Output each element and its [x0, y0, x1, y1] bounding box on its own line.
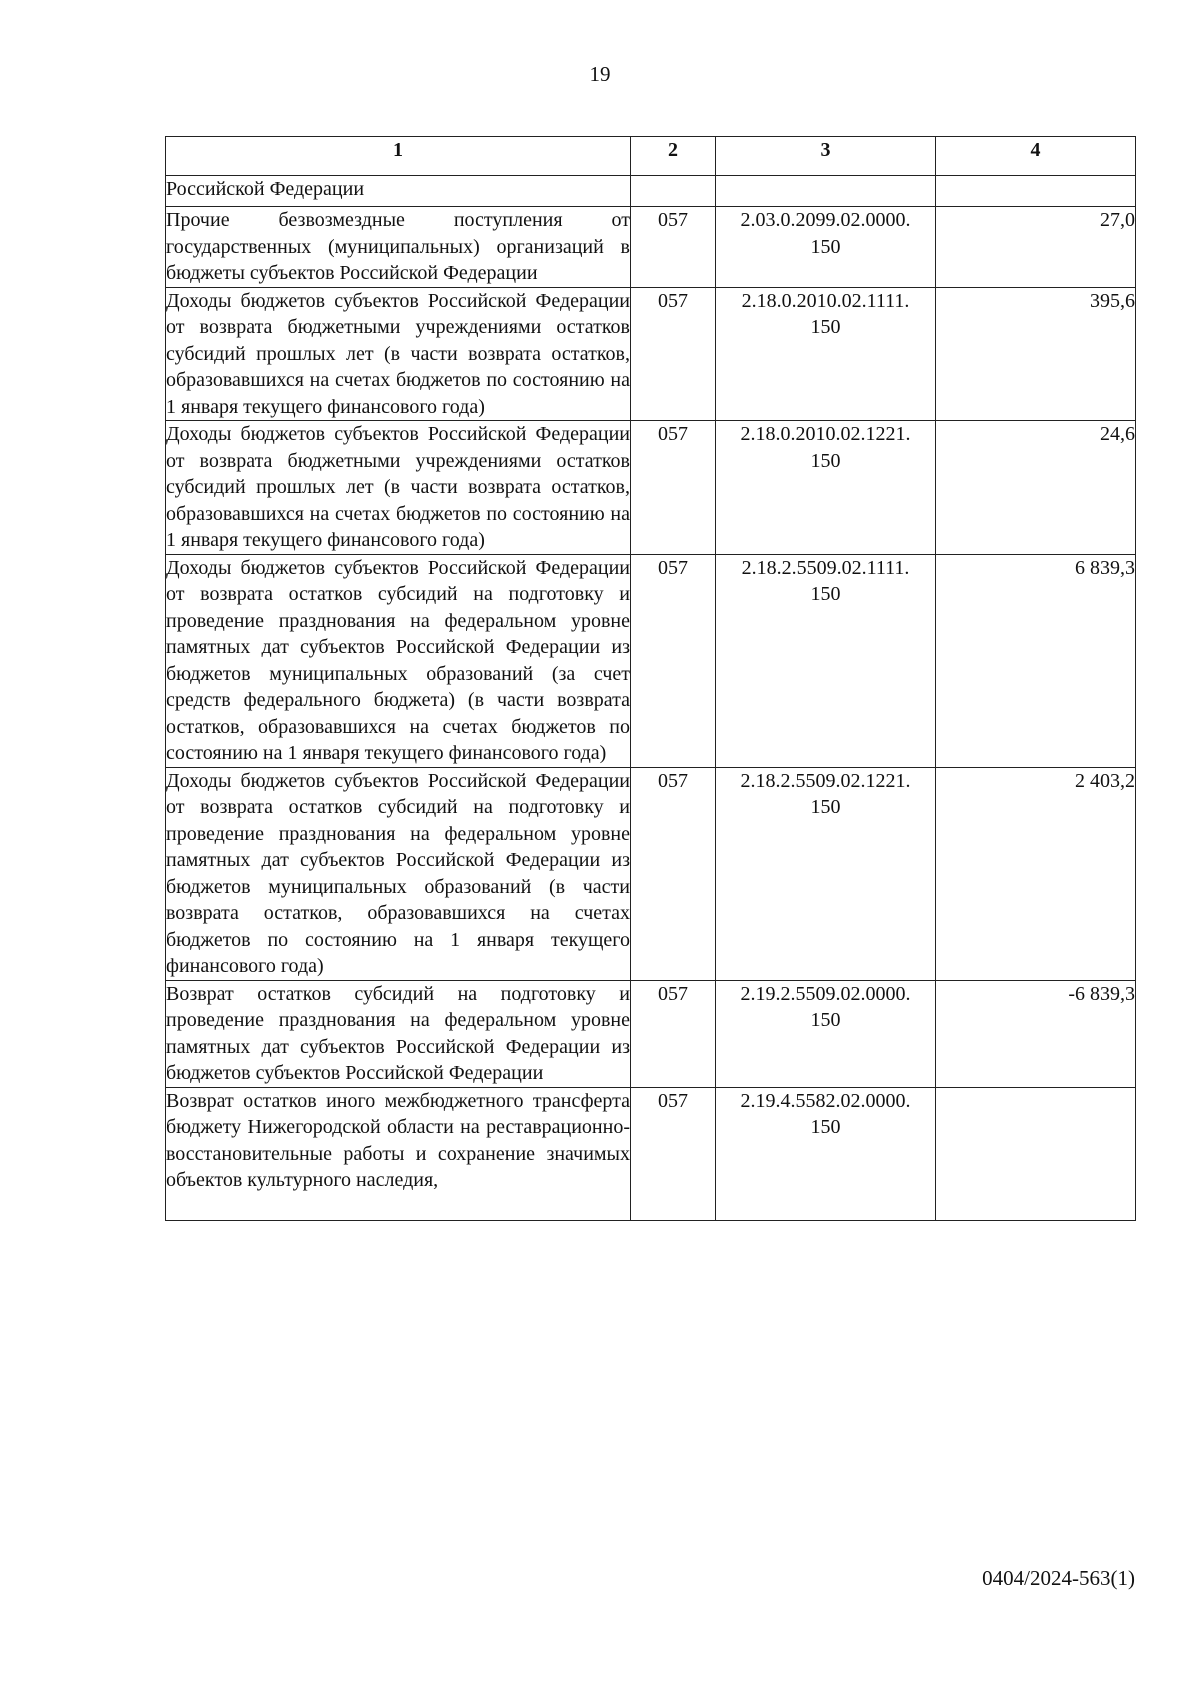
column-header-1: 1 — [166, 137, 631, 176]
row-description: Доходы бюджетов субъектов Российской Федерации от возврата остатков субсидий на подготовку и проведение празднования на федеральном уровне памятных дат субъектов Российской Федерации из бюджетов муниципальных образований (в части возврата остатков, образовавшихся на счетах бюджетов по состоянию на 1 января текущего финансового года) — [166, 767, 631, 980]
row-description: Прочие безвозмездные поступления от государственных (муниципальных) организаций в бюджеты субъектов Российской Федерации — [166, 207, 631, 288]
row-classification-code — [716, 207, 936, 288]
classification-code-suffix: 150 — [810, 796, 841, 818]
column-header-4: 4 — [936, 137, 1136, 176]
row-amount: -6 839,3 — [936, 980, 1136, 1087]
row-classification-code — [716, 176, 936, 207]
classification-code-line: 2.18.2.5509.02.1221. — [740, 769, 911, 792]
table-row — [166, 207, 1136, 288]
classification-code-suffix: 150 — [810, 235, 841, 258]
row-admin-code: 057 — [631, 421, 716, 555]
row-classification-code — [716, 767, 936, 980]
table-row — [166, 554, 1136, 767]
row-classification-code — [716, 554, 936, 767]
table-row — [166, 176, 1136, 207]
table-row — [166, 767, 1136, 980]
row-amount: 2 403,2 — [936, 767, 1136, 980]
table-row — [166, 1087, 1136, 1220]
page-number: 19 — [589, 62, 611, 86]
classification-code-suffix: 150 — [810, 1116, 841, 1138]
row-amount: 6 839,3 — [936, 554, 1136, 767]
table-header-row — [166, 137, 1136, 176]
row-admin-code: 057 — [631, 1087, 716, 1220]
classification-code-line: 2.18.2.5509.02.1111. — [741, 556, 910, 579]
row-description: Доходы бюджетов субъектов Российской Федерации от возврата бюджетными учреждениями остатков субсидий прошлых лет (в части возврата остатков, образовавшихся на счетах бюджетов по состоянию на 1 января текущего финансового года) — [166, 287, 631, 421]
classification-code-line: 2.18.0.2010.02.1111. — [741, 289, 910, 312]
classification-code-line: 2.19.2.5509.02.0000. — [740, 982, 911, 1005]
classification-code-line: 2.19.4.5582.02.0000. — [740, 1089, 911, 1112]
row-admin-code — [631, 176, 716, 207]
row-classification-code — [716, 287, 936, 421]
row-admin-code: 057 — [631, 554, 716, 767]
classification-code-suffix: 150 — [810, 449, 841, 472]
row-classification-code — [716, 980, 936, 1087]
row-description: Возврат остатков иного межбюджетного трансферта бюджету Нижегородской области на реставрационно-восстановительные работы и сохранение значимых объектов культурного наследия, — [166, 1087, 631, 1220]
row-amount — [936, 1087, 1136, 1220]
row-description: Доходы бюджетов субъектов Российской Федерации от возврата остатков субсидий на подготовку и проведение празднования на федеральном уровне памятных дат субъектов Российской Федерации из бюджетов муниципальных образований (за счет средств федерального бюджета) (в части возврата остатков, образовавшихся на счетах бюджетов по состоянию на 1 января текущего финансового года) — [166, 554, 631, 767]
row-admin-code: 057 — [631, 767, 716, 980]
row-amount: 24,6 — [936, 421, 1136, 555]
column-header-3: 3 — [716, 137, 936, 176]
row-description: Российской Федерации — [166, 176, 631, 207]
table-row — [166, 980, 1136, 1087]
classification-code-suffix: 150 — [810, 583, 841, 605]
classification-code-suffix: 150 — [810, 1009, 841, 1031]
row-description: Возврат остатков субсидий на подготовку и проведение празднования на федеральном уровне памятных дат субъектов Российской Федерации из бюджетов субъектов Российской Федерации — [166, 980, 631, 1087]
column-header-2: 2 — [631, 137, 716, 176]
row-classification-code — [716, 421, 936, 555]
row-description: Доходы бюджетов субъектов Российской Федерации от возврата бюджетными учреждениями остатков субсидий прошлых лет (в части возврата остатков, образовавшихся на счетах бюджетов по состоянию на 1 января текущего финансового года) — [166, 421, 631, 555]
row-amount — [936, 176, 1136, 207]
classification-code-line: 2.18.0.2010.02.1221. — [740, 423, 911, 445]
table-row — [166, 421, 1136, 555]
row-amount: 27,0 — [936, 207, 1136, 288]
table-row — [166, 287, 1136, 421]
classification-code-suffix: 150 — [810, 316, 841, 338]
row-amount: 395,6 — [936, 287, 1136, 421]
classification-code-line: 2.03.0.2099.02.0000. — [740, 209, 911, 231]
budget-revenue-table — [165, 136, 1136, 1221]
row-admin-code: 057 — [631, 980, 716, 1087]
row-admin-code: 057 — [631, 287, 716, 421]
row-classification-code — [716, 1087, 936, 1220]
document-registration-number: 0404/2024-563(1) — [982, 1566, 1135, 1590]
row-admin-code: 057 — [631, 207, 716, 288]
